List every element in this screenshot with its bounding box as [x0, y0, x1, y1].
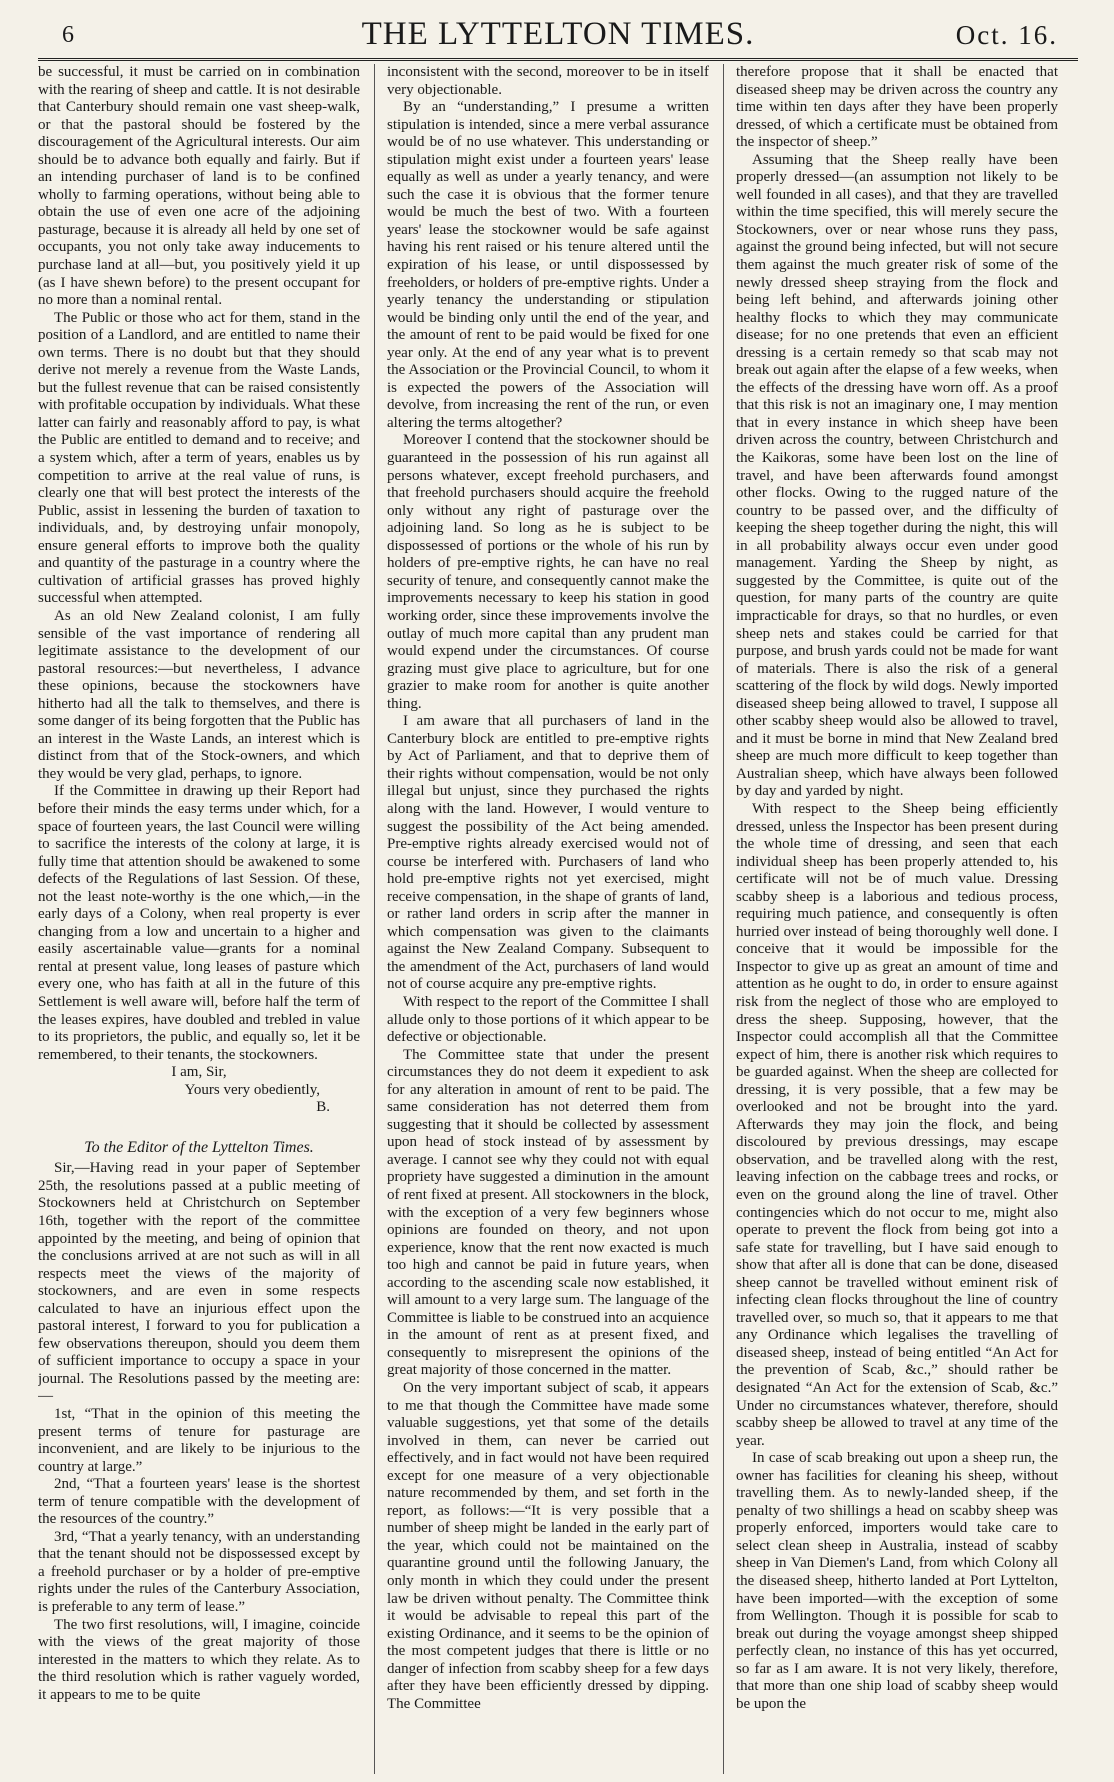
- column-2: [387, 64, 709, 1774]
- paragraph: 3rd, “That a yearly tenancy, with an understanding that the tenant should not be dispossessed except by a freehold purchaser or by a holder of pre-emptive rights under the rules of the Canterbury Association, is preferable to any term of lease.”: [38, 1528, 360, 1616]
- paragraph: On the very important subject of scab, it appears to me that though the Committee have made some valuable suggestions, yet that some of the details involved in them, can never be carried out effectively, and in fact would not have been required except for one measure of a very objectionable nature recommended by them, and set forth in the report, as follows:—“It is very possible that a number of sheep might be landed in the early part of the year, which could not be maintained on the quarantine ground until the following January, the only month in which they could under the present law be driven without penalty. The Committee think it would be advisable to repeal this part of the existing Ordinance, and it seems to be the opinion of the most competent judges that there is little or no danger of infection from scabby sheep for a few days after they have been efficiently dressed by dipping. The Committee: [387, 1380, 709, 1712]
- paragraph: I am aware that all purchasers of land in the Canterbury block are entitled to pre-emptive rights by Act of Parliament, and that to deprive them of their rights without compensation, would be not only illegal but unjust, since they purchased the rights along with the land. However, I would venture to suggest the possibility of the Act being amended. Pre-emptive rights already exercised would not of course be interfered with. Purchasers of land who hold pre-emptive rights not yet exercised, might receive compensation, in the shape of grants of land, or rather land orders in scrip after the manner in which compensation was given to the claimants against the New Zealand Company. Subsequent to the amendment of the Act, purchasers of land would not of course acquire any pre-emptive rights.: [387, 713, 709, 993]
- letter-closing: Yours very obediently,: [184, 1081, 320, 1098]
- page-number: 6: [62, 22, 74, 48]
- column-1: [38, 64, 360, 1774]
- paragraph: Assuming that the Sheep really have been properly dressed—(an assumption not likely to be well founded in all cases), and that they are travelled within the time specified, this will merely secure the Stockowners, over or near whose runs they pass, against the ground being infected, but will not secure them against the much greater risk of some of the newly dressed sheep straying from the flock and being left behind, and afterwards joining other healthy flocks to which they may communicate disease; for no one pretends that even an efficient dressing is a certain remedy so that scab may not break out again after the elapse of a few weeks, when the effects of the dressing have worn off. As a proof that this risk is not an imaginary one, I may mention that in every instance in which sheep have been driven across the country, between Christchurch and the Kaikoras, some have been lost on the line of travel, and have been afterwards found amongst other flocks. Owing to the rugged nature of the country to be passed over, and the difficulty of keeping the sheep together during the night, this will in all probability always occur even under good management. Yarding the Sheep by night, as suggested by the Committee, is quite out of the question, for many parts of the country are quite impracticable for drays, so that no hurdles, or even sheep nets and stakes could be carried for that purpose, and brush yards could not be made for want of materials. There is also the risk of a general scattering of the flock by wild dogs. Newly imported diseased sheep being allowed to travel, I suppose all other scabby sheep would also be allowed to travel, and it must be borne in mind that New Zealand bred sheep are much more difficult to keep together than Australian sheep, which have always been followed by day and yarded by night.: [736, 151, 1058, 800]
- paragraph: 1st, “That in the opinion of this meeting the present terms of tenure for pasturage are inconvenient, and are likely to be injurious to the country at large.”: [38, 1406, 360, 1475]
- paragraph: be successful, it must be carried on in combination with the rearing of sheep and cattle. It is not desirable that Canterbury should remain one vast sheep-walk, or that the pastoral should be fostered by the discouragement of the Agricultural interests. Our aim should be to advance both equally and fairly. But if an intending purchaser of land is to be confined wholly to farming operations, without being able to obtain the use of even one acre of the adjoining pasturage, because it is already all held by one set of occupants, you not only take away inducements to purchase land at all—but, you positively yield it up (as I have shewn before) to the present occupant for no more than a nominal rental.: [38, 64, 360, 309]
- paragraph: The two first resolutions, will, I imagine, coincide with the views of the great majority of those interested in the matters to which they relate. As to the third resolution which is rather vaguely worded, it appears to me to be quite: [38, 1616, 360, 1703]
- paragraph: By an “understanding,” I presume a written stipulation is intended, since a mere verbal assurance would be of no use whatever. This understanding or stipulation might exist under a fourteen years' lease equally as well as under a yearly tenancy, and were such the case it is obvious that the former tenure would be much the best of two. With a fourteen years' lease the stockowner would be safe against having his rent raised or his tenure altered until the expiration of his lease, or until dispossessed by freeholders, or holders of pre-emptive rights. Under a yearly tenancy the understanding or stipulation would be binding only until the end of the year, and the amount of rent to be paid would be fixed for one year only. At the end of any year what is to prevent the Association or the Provincial Council, to whom it is expected the powers of the Association will devolve, from increasing the rent of the run, or even altering the terms altogether?: [387, 99, 709, 431]
- letter-heading: To the Editor of the Lyttelton Times.: [84, 1138, 314, 1156]
- paragraph: The Committee state that under the present circumstances they do not deem it expedient to ask for any alteration in amount of rent to be paid. The same consideration has not deterred them from suggesting that it should be collected by assessment upon head of stock instead of by assessment by average. I cannot see why they could not with equal propriety have suggested a diminution in the amount of rent fixed at present. All stockowners in the block, with the exception of a very few beginners whose opinions are founded on theory, and not upon experience, know that the rent now exacted is much too high and cannot be paid in future years, when according to the ascending scale now established, it will amount to a very large sum. The language of the Committee is liable to be construed into an acquience in the amount of rent as at present fixed, and consequently to misrepresent the opinions of the great majority of those concerned in the matter.: [387, 1046, 709, 1379]
- paragraph: Moreover I contend that the stockowner should be guaranteed in the possession of his run against all persons whatever, except freehold purchasers, and that freehold purchasers should acquire the freehold only without any right of pasturage over the adjoining land. So long as he is subject to be dispossessed of portions or the whole of his run by holders of pre-emptive rights, he can have no real security of tenure, and consequently cannot make the improvements necessary to keep his station in good working order, since these improvements involve the outlay of much more capital than any prudent man would expend under the circumstances. Of course grazing must give place to agriculture, but for one grazier to make room for another is quite another thing.: [387, 432, 709, 712]
- paragraph: With respect to the report of the Committee I shall allude only to those portions of it which appear to be defective or objectionable.: [387, 993, 709, 1046]
- paragraph: In case of scab breaking out upon a sheep run, the owner has facilities for cleaning his sheep, without travelling them. As to newly-landed sheep, if the penalty of two shillings a head on scabby sheep was properly enforced, importers would take care to select clean sheep in Australia, instead of scabby sheep in Van Diemen's Land, from which Colony all the diseased sheep, hitherto landed at Port Lyttelton, have been imported—with the exception of some from Wellington. Though it is possible for scab to break out during the voyage amongst sheep shipped perfectly clean, no instance of this has yet occurred, so far as I am aware. It is not very likely, therefore, that more than one ship load of scabby sheep would be upon the: [736, 1450, 1058, 1712]
- paragraph: As an old New Zealand colonist, I am fully sensible of the vast importance of rendering all legitimate assistance to the development of our pastoral resources:—but nevertheless, I advance these opinions, because the stockowners have hitherto had all the talk to themselves, and there is some danger of its being forgotten that the Public has an interest in the Waste Lands, an interest which is distinct from that of the Stock-owners, and which they would be very glad, perhaps, to ignore.: [38, 607, 360, 782]
- header-rule: [38, 58, 1078, 61]
- paragraph: inconsistent with the second, moreover to be in itself very objectionable.: [387, 64, 709, 98]
- paragraph: therefore propose that it shall be enacted that diseased sheep may be driven across the country any time within ten days after they have been properly dressed, of which a certificate must be obtained from the inspector of sheep.”: [736, 64, 1058, 151]
- paragraph: Sir,—Having read in your paper of September 25th, the resolutions passed at a public meeting of Stockowners held at Christchurch on September 16th, together with the report of the committee appointed by the meeting, and being of opinion that the conclusions arrived at are not such as will in all respects meet the views of the majority of stockowners, and are even in some respects calculated to have an injurious effect upon the pastoral interest, I forward to you for publication a few observations thereupon, should you deem them of sufficient importance to occupy a space in your journal. The Resolutions passed by the meeting are:—: [38, 1160, 360, 1405]
- newspaper-title: THE LYTTELTON TIMES.: [361, 16, 755, 52]
- masthead: [38, 14, 1078, 54]
- letter-closing: I am, Sir,: [171, 1064, 227, 1081]
- paragraph: If the Committee in drawing up their Report had before their minds the easy terms under which, for a space of fourteen years, the last Council were willing to sacrifice the interests of the colony at large, it is fully time that attention should be awakened to some defects of the Regulations of last Session. Of these, not the least note-worthy is the one which,—in the early days of a Colony, when real property is ever changing from a low and uncertain to a higher and easily ascertainable value—grants for a nominal rental at present value, long leases of pasture which every one, who has faith at all in the future of this Settlement is well aware will, before half the term of the leases expires, have doubled and trebled in value to its proprietors, the public, and equally so, let it be remembered, to their tenants, the stockowners.: [38, 783, 360, 1063]
- column-3: [736, 64, 1058, 1774]
- issue-date: Oct. 16.: [955, 20, 1058, 50]
- column-divider: [723, 64, 724, 1774]
- column-divider: [374, 64, 375, 1774]
- paragraph: The Public or those who act for them, stand in the position of a Landlord, and are entitled to name their own terms. There is no doubt but that they should derive not merely a revenue from the Waste Lands, but the fullest revenue that can be raised consistently with profitable occupation by individuals. What these latter can fairly and reasonably afford to pay, is what the Public are entitled to demand and to receive; and a system which, after a term of years, enables us by competition to arrive at the real value of runs, is clearly one that will best protect the interests of the Public, assist in lessening the burden of taxation to individuals, and, by destroying unfair monopoly, ensure general efforts to improve both the quality and quantity of the pasturage in a country where the cultivation of artificial grasses has proved highly successful when attempted.: [38, 309, 360, 607]
- signature: B.: [316, 1099, 330, 1116]
- paragraph: With respect to the Sheep being efficiently dressed, unless the Inspector has been present during the whole time of dressing, and seen that each individual sheep has been properly attended to, his certificate will not be of much value. Dressing scabby sheep is a laborious and tedious process, requiring much patience, and consequently is often hurried over instead of being thoroughly well done. I conceive that it would be impossible for the Inspector to give up as great an amount of time and attention as he ought to do, in order to ensure against risk from the neglect of those who are employed to dress the sheep. Supposing, however, that the Inspector could accomplish all that the Committee expect of him, there is another risk which requires to be guarded against. When the sheep are collected for dressing, it is very possible, that a few may be overlooked and not be brought into the yard. Afterwards they may join the flock, and being discoloured by previous dressings, may escape observation, and be travelled along with the rest, leaving infection on the cabbage trees and rocks, or even on the ground along the line of travel. Other contingencies which do not occur to me, might also operate to prevent the flock from being got into a safe state for travelling, but I have said enough to show that after all is done that can be done, diseased sheep cannot be travelled without eminent risk of infecting clean flocks throughout the line of country travelled over, so much so, that it appears to me that any Ordinance which legalises the travelling of diseased sheep, instead of being entitled “An Act for the prevention of Scab, &c.,” should rather be designated “An Act for the extension of Scab, &c.” Under no circumstances whatever, therefore, should scabby sheep be allowed to travel at any time of the year.: [736, 800, 1058, 1449]
- paragraph: 2nd, “That a fourteen years' lease is the shortest term of tenure compatible with the development of the resources of the country.”: [38, 1476, 360, 1528]
